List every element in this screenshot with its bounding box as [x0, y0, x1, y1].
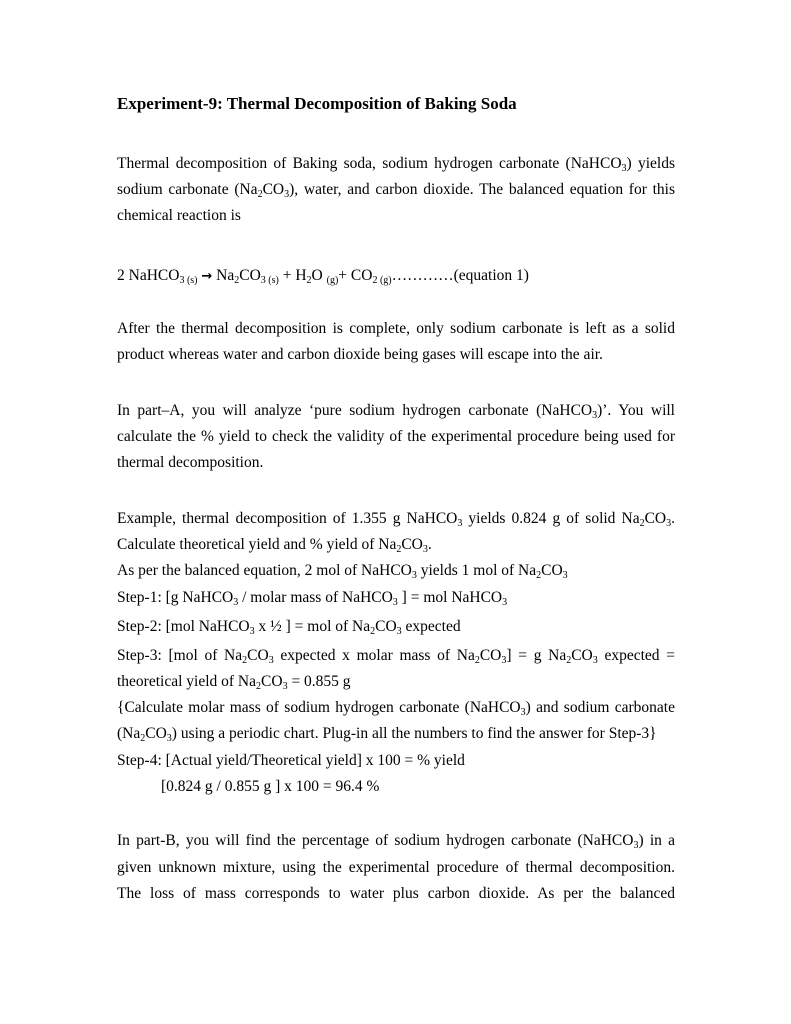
- step-3-line-2: theoretical yield of $Na_2CO_3 = 0.855$ g: [117, 673, 351, 692]
- partb-line-1: In part-B, you will find the percentage of sodium hydrogen carbonate (NaHCO$_3$) in a: [117, 832, 676, 851]
- note-line-1: {Calculate molar mass of sodium hydrogen carbonate (NaHCO$_3$) and sodium carbonate: [117, 699, 675, 718]
- note-line-2: $(Na_2CO_3)$ using a periodic chart. Plug-in all the numbers to find the answer for Step-3}: [117, 725, 657, 744]
- example-line-3: As per the balanced equation, 2 mol of NaHCO$_3$ yields 1 mol of $Na_2CO_3$: [117, 562, 568, 581]
- intro-line-2: sodium carbonate $(Na_2CO_3)$, water, and carbon dioxide. The balanced equation for this: [117, 181, 675, 200]
- after-line-1: After the thermal decomposition is complete, only sodium carbonate is left as a solid: [117, 320, 675, 337]
- parta-line-1: In part–A, you will analyze ‘pure sodium hydrogen carbonate (NaHCO$_3$)’. You will: [117, 402, 675, 421]
- step-4: Step-4: [Actual yield/Theoretical yield] x 100 = % yield: [117, 752, 465, 769]
- intro-line-3: chemical reaction is: [117, 207, 241, 224]
- parta-line-3: thermal decomposition.: [117, 454, 264, 471]
- intro-line-1: Thermal decomposition of Baking soda, sodium hydrogen carbonate (NaHCO$_3$) yields: [117, 155, 676, 174]
- page-title: Experiment-9: Thermal Decomposition of Baking Soda: [117, 94, 517, 113]
- example-line-2: Calculate theoretical yield and % yield of $Na_2CO_3$.: [117, 536, 432, 555]
- after-line-2: product whereas water and carbon dioxide being gases will escape into the air.: [117, 346, 603, 363]
- step-2: Step-2: [mol NaHCO$_3$ x ½ ] = mol of $Na_2CO_3$ expected: [117, 618, 461, 637]
- partb-line-2: given unknown mixture, using the experimental procedure of thermal decomposition.: [117, 859, 675, 876]
- step-3-line-1: Step-3: [mol of $Na_2CO_3$ expected x molar mass of $Na_2CO_3] = g$ $Na_2CO_3$ expected =: [117, 647, 675, 666]
- example-line-1: Example, thermal decomposition of 1.355 g NaHCO$_3$ yields 0.824 g of solid $Na_2CO_3$.: [117, 510, 675, 529]
- step-1: Step-1: [g NaHCO$_3$ / molar mass of NaHCO$_3$ ] = mol NaHCO$_3$: [117, 589, 508, 608]
- parta-line-2: calculate the % yield to check the validity of the experimental procedure being used for: [117, 428, 675, 445]
- arrow-icon: →: [201, 269, 213, 284]
- step-4-calculation: [0.824 g / 0.855 g ] x 100 = 96.4 %: [161, 778, 380, 795]
- partb-line-3: The loss of mass corresponds to water plus carbon dioxide. As per the balanced: [117, 885, 675, 902]
- chemical-equation: 2 NaHCO$_{3 (s)}$ → $Na_2CO_{3 (s)} + H_2O$ $_{(g)}+ CO_{2 (g)}\dots\dots\dots\dots(equation$ 1): [117, 267, 529, 286]
